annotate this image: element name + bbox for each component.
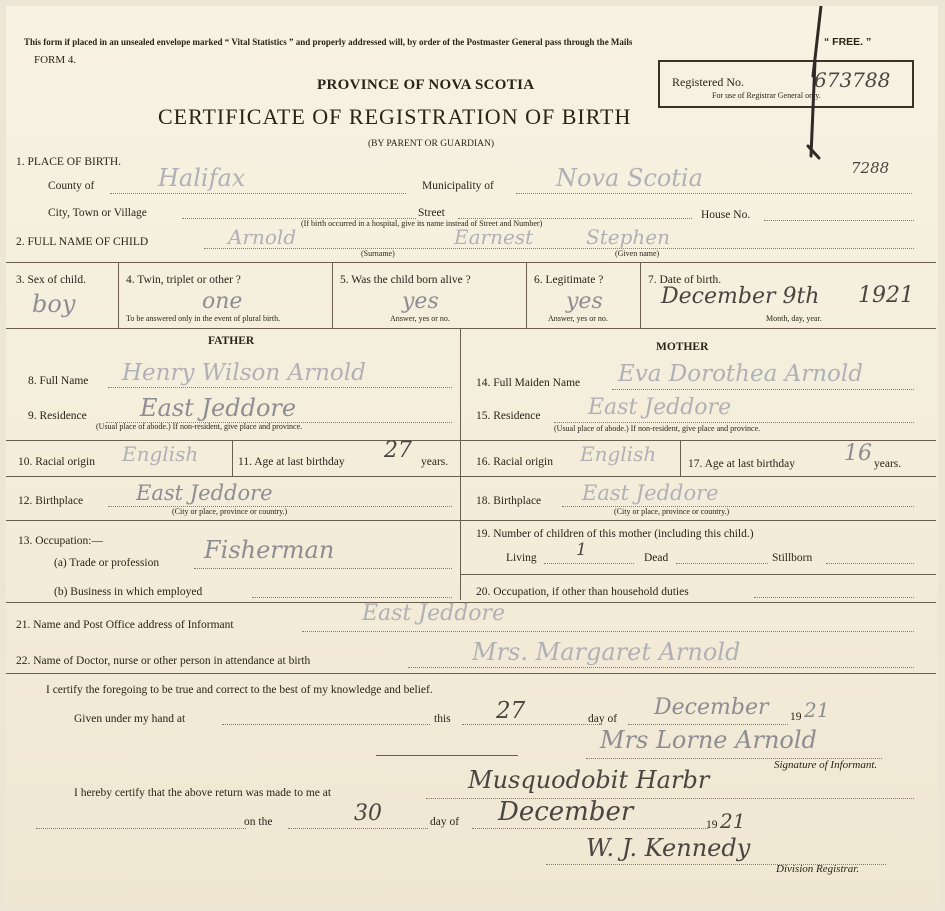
mother-name-label: 14. Full Maiden Name xyxy=(476,377,581,389)
living-line xyxy=(544,563,634,564)
child-given-name-1: Earnest xyxy=(454,225,534,249)
mother-children-label: 19. Number of children of this mother (including this child.) xyxy=(476,528,754,540)
mother-years: years. xyxy=(874,458,902,470)
registrar-place-value: Musquodobit Harbr xyxy=(468,766,710,794)
child-name-label: 2. FULL NAME OF CHILD xyxy=(16,236,149,248)
registrar-year-value: 21 xyxy=(720,809,746,833)
child-name-line xyxy=(204,248,914,249)
municipality-value: Nova Scotia xyxy=(556,164,703,192)
ink-stroke-mark xyxy=(799,6,839,166)
stillborn-label: Stillborn xyxy=(772,552,813,564)
col-divider-4 xyxy=(640,262,641,328)
street-label: Street xyxy=(418,207,445,219)
stillborn-line xyxy=(826,563,914,564)
child-surname: Arnold xyxy=(228,225,297,249)
informant-line xyxy=(302,631,914,632)
municipality-line xyxy=(516,193,912,194)
mother-occupation-label: 20. Occupation, if other than household duties xyxy=(476,586,689,598)
rule-parents-top xyxy=(6,328,936,329)
this-label: this xyxy=(434,713,451,725)
mother-residence-line xyxy=(554,422,914,423)
given-month-line xyxy=(628,724,788,725)
sex-value: boy xyxy=(32,290,76,318)
mother-name-line xyxy=(612,389,914,390)
mother-birthplace-note: (City or place, province or country.) xyxy=(614,507,730,516)
father-name-line xyxy=(108,387,452,388)
given-year-prefix: 19 xyxy=(790,711,802,723)
side-mark: 7288 xyxy=(851,159,890,177)
twin-value: one xyxy=(202,289,243,314)
given-under-label: Given under my hand at xyxy=(74,713,186,725)
father-residence-label: 9. Residence xyxy=(28,410,87,422)
doctor-label: 22. Name of Doctor, nurse or other person in attendance at birth xyxy=(16,655,311,667)
alive-note: Answer, yes or no. xyxy=(390,314,450,323)
signature-stub-line xyxy=(376,755,518,756)
informant-value: East Jeddore xyxy=(362,601,506,626)
mother-name-value: Eva Dorothea Arnold xyxy=(618,361,863,387)
dob-year: 1921 xyxy=(858,283,914,308)
informant-label: 21. Name and Post Office address of Informant xyxy=(16,619,234,631)
informant-signature: Mrs Lorne Arnold xyxy=(600,726,817,754)
registrar-year-prefix: 19 xyxy=(706,819,718,831)
province-heading: PROVINCE OF NOVA SCOTIA xyxy=(317,77,535,93)
parents-divider xyxy=(460,328,461,600)
father-birthplace-note: (City or place, province or country.) xyxy=(172,507,288,516)
registrar-day-line xyxy=(288,828,428,829)
county-label: County of xyxy=(48,180,95,192)
twin-label: 4. Twin, triplet or other ? xyxy=(126,274,241,286)
father-trade-value: Fisherman xyxy=(204,536,335,564)
living-label: Living xyxy=(506,552,537,564)
county-line xyxy=(110,193,406,194)
mother-birthplace-label: 18. Birthplace xyxy=(476,495,542,507)
form-number: FORM 4. xyxy=(34,54,77,66)
registrar-day-value: 30 xyxy=(354,801,382,826)
father-years: years. xyxy=(421,456,449,468)
county-value: Halifax xyxy=(158,164,246,192)
alive-label: 5. Was the child born alive ? xyxy=(340,274,471,286)
place-heading: 1. PLACE OF BIRTH. xyxy=(16,156,122,168)
dead-label: Dead xyxy=(644,552,669,564)
registrar-signature: W. J. Kennedy xyxy=(586,834,751,862)
twin-note: To be answered only in the event of plural birth. xyxy=(126,314,281,323)
mother-residence-note: (Usual place of abode.) If non-resident, give place and province. xyxy=(554,424,761,433)
col-divider-1 xyxy=(118,262,119,328)
registered-number: 673788 xyxy=(814,68,891,92)
dob-value: December 9th xyxy=(661,284,820,309)
registrar-statement: I hereby certify that the above return was made to me at xyxy=(74,787,332,799)
legitimate-note: Answer, yes or no. xyxy=(548,314,608,323)
child-given-name-2: Stephen xyxy=(586,225,670,249)
given-name-caption: (Given name) xyxy=(615,249,660,258)
dead-line xyxy=(676,563,768,564)
father-trade-line xyxy=(194,568,452,569)
father-occupation-label: 13. Occupation:— xyxy=(18,535,103,547)
father-birthplace-label: 12. Birthplace xyxy=(18,495,84,507)
registrar-caption: Division Registrar. xyxy=(776,863,860,875)
father-name-value: Henry Wilson Arnold xyxy=(122,360,366,386)
document-title: CERTIFICATE OF REGISTRATION OF BIRTH xyxy=(158,104,632,129)
father-business-label: (b) Business in which employed xyxy=(54,586,203,598)
given-place-line xyxy=(222,724,430,725)
mother-heading: MOTHER xyxy=(656,341,709,353)
col-divider-2 xyxy=(332,262,333,328)
postal-notice: This form if placed in an unsealed envelope marked “ Vital Statistics ” and properly addressed will, by order of the Postmaster General pass through the Mails xyxy=(24,37,633,47)
father-business-line xyxy=(252,597,452,598)
father-age-label: 11. Age at last birthday xyxy=(238,456,345,468)
father-name-label: 8. Full Name xyxy=(28,375,89,387)
father-residence-value: East Jeddore xyxy=(140,394,297,422)
mother-birthplace-value: East Jeddore xyxy=(582,481,719,505)
rule-father-2 xyxy=(6,476,460,477)
father-race-label: 10. Racial origin xyxy=(18,456,95,468)
father-heading: FATHER xyxy=(208,335,255,347)
house-label: House No. xyxy=(701,209,751,221)
legitimate-value: yes xyxy=(566,289,603,314)
rule-mother-4 xyxy=(460,574,936,575)
hospital-note: (If birth occurred in a hospital, give its name instead of Street and Number) xyxy=(301,219,543,228)
municipality-label: Municipality of xyxy=(422,180,494,192)
registrar-left-line xyxy=(36,828,246,829)
informant-signature-caption: Signature of Informant. xyxy=(774,759,878,771)
city-label: City, Town or Village xyxy=(48,207,147,219)
mother-race-value: English xyxy=(580,442,657,466)
father-trade-label: (a) Trade or profession xyxy=(54,557,160,569)
certificate-sheet xyxy=(6,6,938,905)
alive-value: yes xyxy=(402,289,439,314)
mother-residence-label: 15. Residence xyxy=(476,410,541,422)
house-line xyxy=(764,220,914,221)
rule-mother-2 xyxy=(460,476,936,477)
rule-certify-top xyxy=(6,673,936,674)
given-year-value: 21 xyxy=(804,698,830,722)
surname-caption: (Surname) xyxy=(361,249,395,258)
father-birthplace-value: East Jeddore xyxy=(136,481,273,505)
living-value: 1 xyxy=(576,540,587,560)
registrar-use-note: For use of Registrar General only. xyxy=(712,91,821,100)
certify-statement: I certify the foregoing to be true and correct to the best of my knowledge and belief. xyxy=(46,684,433,696)
given-day-line xyxy=(462,724,602,725)
given-day-value: 27 xyxy=(496,698,526,724)
document-subtitle: (BY PARENT OR GUARDIAN) xyxy=(368,139,495,149)
registrar-month-value: December xyxy=(498,797,634,827)
dob-note: Month, day, year. xyxy=(766,314,822,323)
father-age-value: 27 xyxy=(384,438,412,463)
doctor-value: Mrs. Margaret Arnold xyxy=(472,638,741,666)
registrar-month-line xyxy=(472,828,708,829)
given-day-of-label: day of xyxy=(588,713,618,725)
doctor-line xyxy=(408,667,914,668)
rule-father-3 xyxy=(6,520,460,521)
mother-age-label: 17. Age at last birthday xyxy=(688,458,795,470)
mother-race-label: 16. Racial origin xyxy=(476,456,553,468)
on-the-label: on the xyxy=(244,816,273,828)
free-mark: “ FREE. ” xyxy=(824,36,872,48)
col-divider-3 xyxy=(526,262,527,328)
registrar-day-of-label: day of xyxy=(430,816,460,828)
mother-residence-value: East Jeddore xyxy=(588,395,732,420)
father-race-value: English xyxy=(122,442,199,466)
father-residence-note: (Usual place of abode.) If non-resident, give place and province. xyxy=(96,422,303,431)
given-month-value: December xyxy=(654,695,769,720)
dob-label: 7. Date of birth. xyxy=(648,274,722,286)
rule-details-top xyxy=(6,262,936,263)
mother-age-value: 16 xyxy=(844,441,872,466)
sex-label: 3. Sex of child. xyxy=(16,274,86,286)
registered-label: Registered No. xyxy=(672,75,744,89)
mother-occupation-line xyxy=(754,597,914,598)
rule-mother-3 xyxy=(460,520,936,521)
father-age-divider xyxy=(232,440,233,476)
mother-age-divider xyxy=(680,440,681,476)
legitimate-label: 6. Legitimate ? xyxy=(534,274,604,286)
